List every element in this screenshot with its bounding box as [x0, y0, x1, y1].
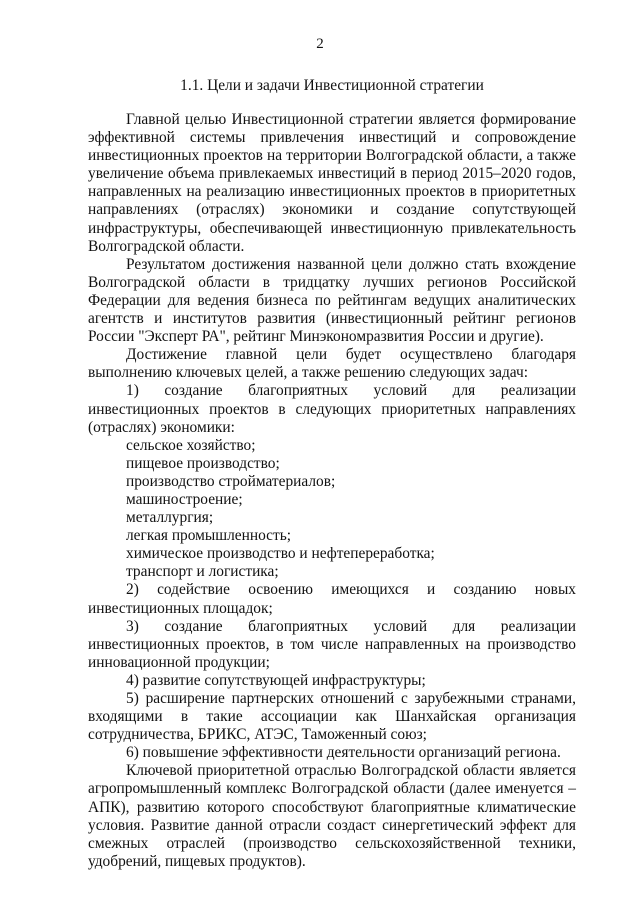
sector-item: металлургия; — [126, 509, 214, 527]
task-2: 2) содействие освоению имеющихся и созданию новых инвестиционных площадок; — [88, 581, 576, 617]
sector-item: транспорт и логистика; — [126, 563, 279, 581]
task-6: 6) повышение эффективности деятельности организаций региона. — [126, 744, 561, 762]
sector-item: сельское хозяйство; — [126, 436, 256, 454]
sector-item: машиностроение; — [126, 490, 243, 508]
paragraph-key-sector: Ключевой приоритетной отраслью Волгоградской области является агропромышленный комплекс Волгоградской области (далее именуется – АПК), развитию которого способствуют благоприятные климатические условия. Развитие данной отрасли создаст синергетический эффект для смежных отраслей (производство сельскохозяйственной техники, удобрений, пищевых продуктов). — [88, 762, 576, 870]
paragraph-main-goal: Главной целью Инвестиционной стратегии является формирование эффективной системы привлечения инвестиций и сопровождение инвестиционных проектов на территории Волгоградской области, а также увеличение объема привлекаемых инвестиций в период 2015–2020 годов, направленных на реализацию инвестиционных проектов в приоритетных направлениях (отраслях) экономики и создание сопутствующей инфраструктуры, обеспечивающей инвестиционную привлекательность Волгоградской области. — [88, 111, 576, 255]
task-1: 1) создание благоприятных условий для реализации инвестиционных проектов в следующих приоритетных направлениях (отраслях) экономики: — [88, 382, 576, 436]
paragraph-result: Результатом достижения названной цели должно стать вхождение Волгоградской области в тридцатку лучших регионов Российской Федерации для ведения бизнеса по рейтингам ведущих аналитических агентств и институтов развития (инвестиционный рейтинг регионов России "Эксперт РА", рейтинг Минэкономразвития России и другие). — [88, 255, 576, 346]
sector-item: производство стройматериалов; — [126, 472, 336, 490]
section-title: 1.1. Цели и задачи Инвестиционной стратегии — [180, 77, 484, 94]
task-5: 5) расширение партнерских отношений с зарубежными странами, входящими в такие ассоциации как Шанхайская организация сотрудничества, БРИКС, АТЭС, Таможенный союз; — [88, 690, 576, 744]
page-number: 2 — [316, 36, 324, 52]
body-text — [88, 111, 576, 871]
task-3: 3) создание благоприятных условий для реализации инвестиционных проектов, в том числе направленных на производство инновационной продукции; — [88, 617, 576, 671]
sector-item: химическое производство и нефтепереработка; — [126, 545, 435, 563]
sector-item: пищевое производство; — [126, 454, 280, 472]
paragraph-tasks-intro: Достижение главной цели будет осуществлено благодаря выполнению ключевых целей, а также решению следующих задач: — [88, 346, 576, 382]
sector-item: легкая промышленность; — [126, 527, 292, 545]
task-4: 4) развитие сопутствующей инфраструктуры; — [126, 671, 426, 689]
